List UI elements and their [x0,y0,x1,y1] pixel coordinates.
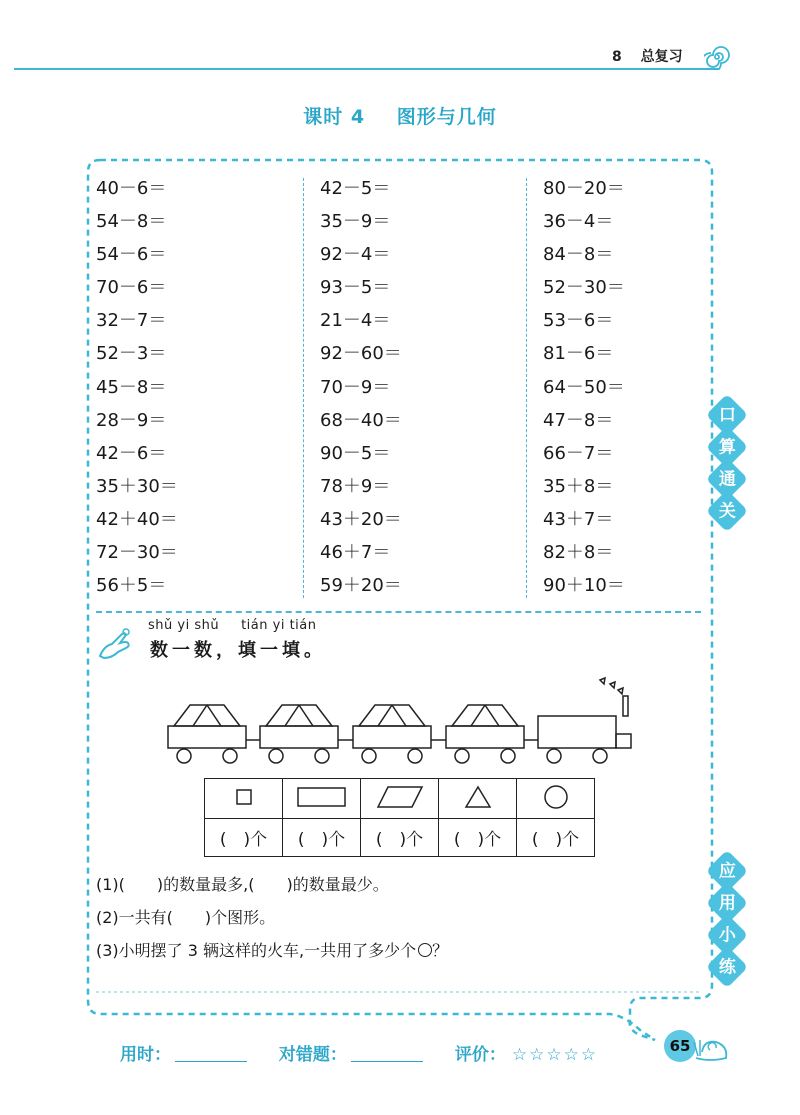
tab-char: 口 [718,405,736,425]
question-2: (2)一共有( )个图形。 [96,908,276,927]
drill-item: 32－7＝ [96,310,167,332]
drill-item: 46＋7＝ [320,542,391,564]
shape-cell [361,779,439,819]
rectangle-icon [297,786,347,808]
drill-item: 92－60＝ [320,343,402,365]
question-3-end: ？ [432,941,449,960]
drill-item: 56＋5＝ [96,575,167,597]
answer-cell[interactable]: ( )个 [517,819,595,857]
answer-cell[interactable]: ( )个 [439,819,517,857]
drill-item: 43＋7＝ [543,508,614,530]
drill-item: 90＋10＝ [543,575,625,597]
drill-item: 84－8＝ [543,244,614,266]
column-divider [303,178,304,598]
drill-item: 54－6＝ [96,244,167,266]
drill-item: 43＋20＝ [320,508,402,530]
pinyin-part: shǔ yi shǔ [148,618,220,633]
tab-char: 关 [718,501,736,521]
pinyin-part: tián yi tián [241,618,317,633]
train-engine [538,678,631,763]
question-3-text: (3)小明摆了 3 辆这样的火车,一共用了多少个 [96,941,417,960]
drill-item: 35＋30＝ [96,475,178,497]
tab-char: 练 [718,957,736,977]
task-pinyin [148,618,338,633]
rating-label: 评价： [454,1045,506,1065]
parallelogram-icon [376,785,424,809]
header-section: 总复习 [640,49,683,65]
circle-icon [542,783,570,811]
drill-item: 70－9＝ [320,376,391,398]
drill-item: 42＋40＝ [96,508,178,530]
drill-item: 52－3＝ [96,343,167,365]
shape-cell [439,779,517,819]
triangle-icon [464,785,492,809]
drill-item: 21－4＝ [320,310,391,332]
train-car [446,705,524,763]
drill-item: 72－30＝ [96,542,178,564]
lesson-number: 课时 4 [303,106,366,128]
drill-item: 80－20＝ [543,178,625,199]
tab-char: 通 [718,469,736,489]
errors-blank[interactable] [351,1046,423,1062]
drill-item: 90－5＝ [320,442,391,464]
shape-cell [517,779,595,819]
question-3 [96,938,448,961]
square-icon [236,789,252,805]
drill-item: 42－5＝ [320,178,391,199]
header-rule [14,68,719,70]
pointing-hand-icon [96,626,138,666]
lesson-topic: 图形与几何 [396,106,497,128]
drill-column-3 [543,172,625,602]
train-car [260,705,338,763]
tab-char: 算 [718,437,736,457]
side-tab-apply [712,856,746,984]
tab-char: 小 [718,925,736,945]
answer-cell[interactable]: ( )个 [205,819,283,857]
drill-column-2 [320,172,402,602]
shape-cell [205,779,283,819]
count-table [204,778,595,857]
task-title: 数一数，填一填。 [150,640,326,661]
lesson-title [0,102,800,129]
drill-item: 92－4＝ [320,244,391,266]
tab-char: 用 [718,893,736,913]
drill-item: 53－6＝ [543,310,614,332]
drill-item: 70－6＝ [96,277,167,299]
drill-item: 66－7＝ [543,442,614,464]
drill-item: 35－9＝ [320,211,391,233]
drill-item: 59＋20＝ [320,575,402,597]
drill-item: 82＋8＝ [543,542,614,564]
section-divider [96,611,701,613]
tab-char: 应 [718,861,736,881]
drill-item: 93－5＝ [320,277,391,299]
answer-cell[interactable]: ( )个 [283,819,361,857]
time-blank[interactable] [175,1046,247,1062]
header [612,46,683,66]
drill-item: 54－8＝ [96,211,167,233]
drill-item: 36－4＝ [543,211,614,233]
page-number: 65 [664,1030,696,1062]
rating-stars[interactable]: ☆☆☆☆☆ [511,1045,599,1065]
question-1: (1)( )的数量最多,( )的数量最少。 [96,875,389,894]
drill-item: 47－8＝ [543,409,614,431]
answer-cell[interactable]: ( )个 [361,819,439,857]
train-car [353,705,431,763]
drill-item: 42－6＝ [96,442,167,464]
train-figure [160,672,640,772]
drill-item: 81－6＝ [543,343,614,365]
drill-item: 68－40＝ [320,409,402,431]
column-divider [526,178,527,598]
snail-icon [690,1028,730,1064]
drill-item: 40－6＝ [96,178,167,199]
drill-item: 64－50＝ [543,376,625,398]
time-label: 用时： [120,1045,171,1065]
drill-item: 35＋8＝ [543,475,614,497]
side-tab-oral [712,400,746,528]
swirl-icon [704,44,730,70]
shape-cell [283,779,361,819]
drill-item: 78＋9＝ [320,475,391,497]
drill-item: 28－9＝ [96,409,167,431]
train-car [168,705,246,763]
drill-item: 45－8＝ [96,376,167,398]
footer [120,1040,598,1065]
circle-symbol-icon [418,943,432,957]
errors-label: 对错题： [278,1045,347,1065]
header-page-label: 8 [612,49,622,65]
drill-column-1 [96,172,178,602]
drill-item: 52－30＝ [543,277,625,299]
